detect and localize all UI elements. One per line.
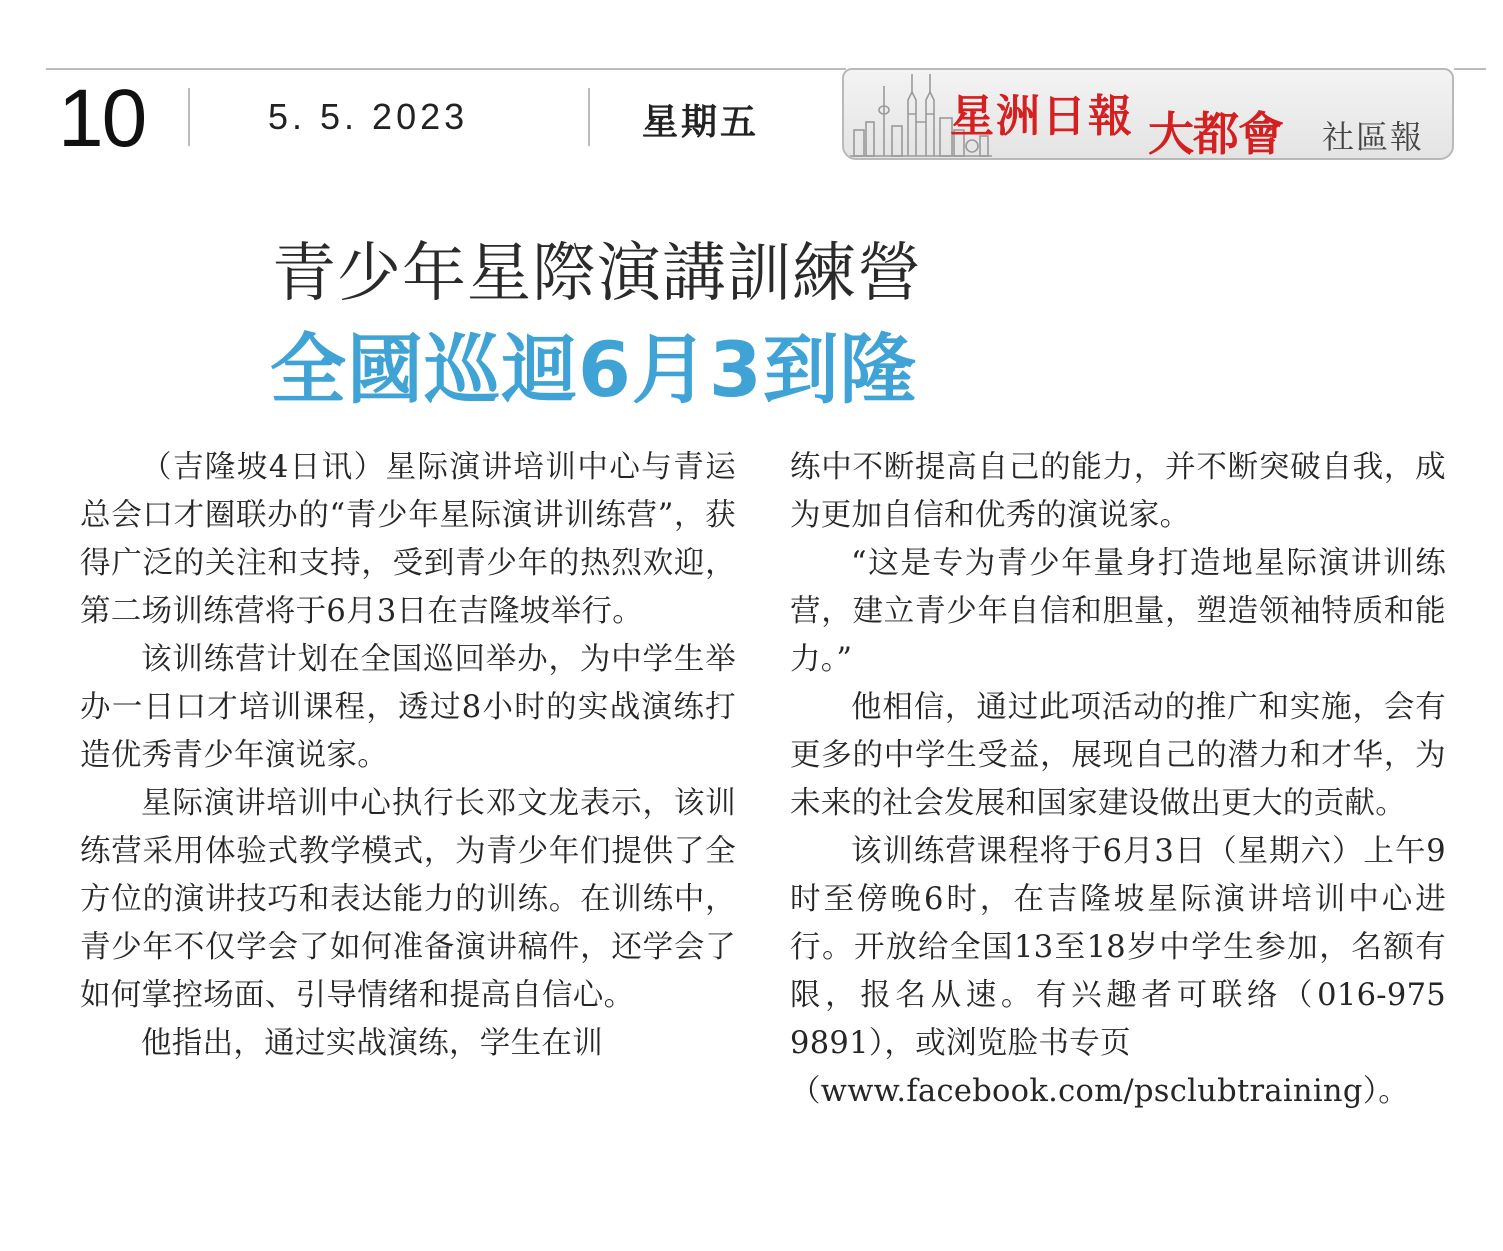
facebook-link[interactable]: （www.facebook.com/psclubtraining）。	[790, 1074, 1410, 1109]
article-subheadline: 全國巡迴6月3到隆	[270, 325, 917, 414]
header-rule	[1454, 68, 1486, 70]
article-column-right	[790, 444, 1446, 1116]
article-paragraph: 该训练营课程将于6月3日（星期六）上午9时至傍晚6时，在吉隆坡星际演讲培训中心进行。开放给全国13至18岁中学生参加，名额有限，报名从速。有兴趣者可联络（016-975 9891），或浏览脸书专页	[790, 834, 1446, 1061]
article-paragraph: 该训练营计划在全国巡回举办，为中学生举办一日口才培训课程，透过8小时的实战演练打造优秀青少年演说家。	[80, 642, 736, 773]
header-rule	[46, 68, 846, 70]
header-divider	[588, 88, 590, 146]
article-paragraph: 他指出，通过实战演练，学生在训	[141, 1026, 603, 1061]
masthead-subtitle: 社區報	[1322, 118, 1425, 156]
masthead-name: 星洲日報	[950, 91, 1134, 142]
article-paragraph: 星际演讲培训中心执行长邓文龙表示，该训练营采用体验式教学模式，为青少年们提供了全方位的演讲技巧和表达能力的训练。在训练中，青少年不仅学会了如何准备演讲稿件，还学会了如何掌控场面、引导情绪和提高自信心。	[80, 786, 736, 1013]
issue-weekday: 星期五	[642, 102, 760, 143]
article-column-left	[80, 444, 736, 1068]
article-paragraph: （吉隆坡4日讯）星际演讲培训中心与青运总会口才圈联办的“青少年星际演讲训练营”，获得广泛的关注和支持，受到青少年的热烈欢迎，第二场训练营将于6月3日在吉隆坡举行。	[80, 450, 736, 629]
masthead-section: 大都會	[1148, 107, 1283, 161]
page-number: 10	[58, 73, 146, 164]
article-paragraph: 他相信，通过此项活动的推广和实施，会有更多的中学生受益，展现自己的潜力和才华，为未来的社会发展和国家建设做出更大的贡献。	[790, 690, 1446, 821]
article-paragraph: 练中不断提高自己的能力，并不断突破自我，成为更加自信和优秀的演说家。	[790, 450, 1446, 533]
article-headline: 青少年星際演講訓練營	[272, 237, 922, 311]
header-divider	[188, 88, 190, 146]
issue-date: 5. 5. 2023	[268, 96, 469, 137]
article-paragraph: “这是专为青少年量身打造地星际演讲训练营，建立青少年自信和胆量，塑造领袖特质和能力。”	[790, 546, 1446, 677]
